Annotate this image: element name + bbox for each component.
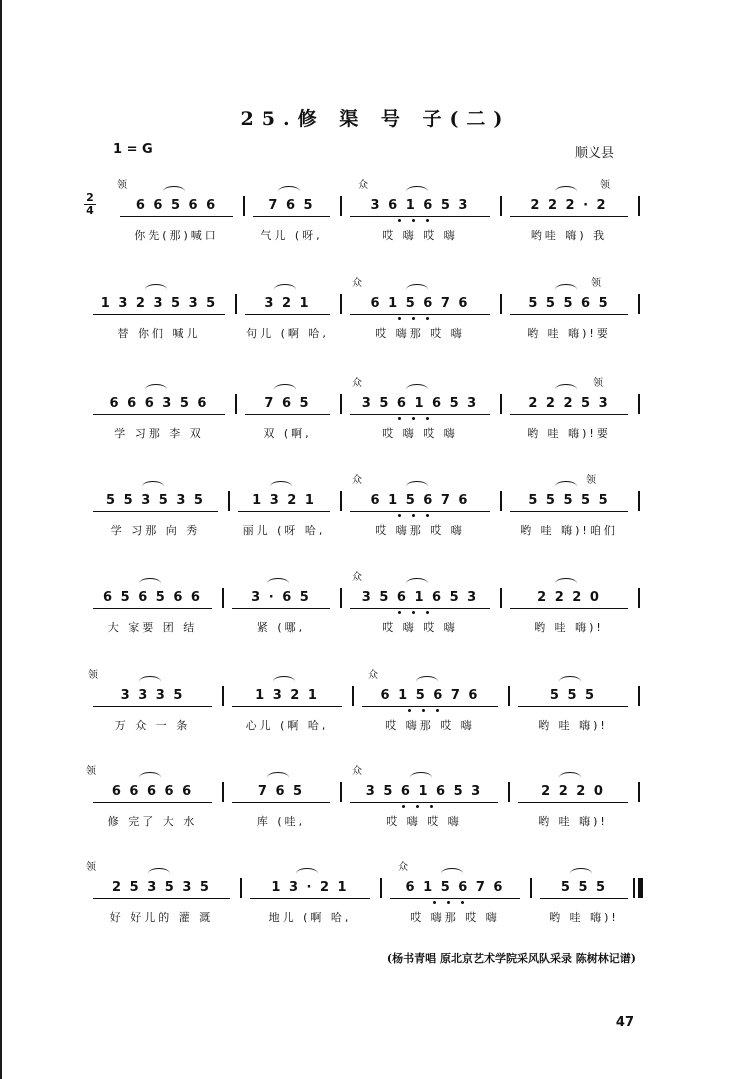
barline bbox=[638, 491, 640, 511]
measure-lyrics: 大 家要 团 结 bbox=[107, 621, 198, 634]
slur-mark bbox=[555, 284, 577, 295]
note-beam bbox=[350, 608, 490, 609]
measure-lyrics: 心儿 (啊 哈, bbox=[245, 719, 329, 732]
note-beam bbox=[238, 511, 330, 512]
note-beam bbox=[93, 511, 218, 512]
role-lead-label: 领 bbox=[117, 180, 127, 191]
score-system bbox=[0, 278, 751, 358]
score-system bbox=[0, 475, 751, 555]
note-beam bbox=[93, 898, 230, 899]
measure-notes: 3 5 6 1 6 5 3 bbox=[361, 396, 479, 411]
measure-notes: 6 1 5 6 7 6 bbox=[380, 688, 480, 703]
barline bbox=[228, 491, 230, 511]
measure-lyrics: 好 好儿的 灌 溉 bbox=[109, 911, 214, 924]
measure-notes: 2 2 2 0 bbox=[541, 784, 605, 799]
measure-notes: 1 3 · 2 1 bbox=[271, 880, 349, 895]
barline bbox=[500, 294, 502, 314]
measure-lyrics: 丽儿 (呀 哈, bbox=[242, 524, 326, 537]
slur-mark bbox=[559, 676, 581, 687]
measure-lyrics: 哟 哇 嗨)! bbox=[538, 815, 608, 828]
note-beam bbox=[250, 898, 370, 899]
measure-notes: 5 5 5 bbox=[549, 688, 597, 703]
note-beam bbox=[93, 608, 212, 609]
note-beam bbox=[93, 802, 212, 803]
measure-notes: 3 2 1 bbox=[264, 296, 311, 311]
slur-mark bbox=[441, 868, 463, 879]
measure-notes: 5 5 5 5 5 bbox=[528, 493, 610, 508]
barline bbox=[235, 394, 237, 414]
octave-dot bbox=[398, 611, 401, 614]
measure-lyrics: 双 (啊, bbox=[263, 427, 312, 440]
octave-dot bbox=[426, 514, 429, 517]
note-beam bbox=[510, 314, 628, 315]
measure-lyrics: 哎 嗨 哎 嗨 bbox=[386, 815, 462, 828]
octave-dot bbox=[433, 901, 436, 904]
role-chorus-label: 众 bbox=[352, 378, 362, 389]
note-beam bbox=[93, 706, 212, 707]
measure-lyrics: 紧 (哪, bbox=[256, 621, 306, 634]
score-system bbox=[0, 180, 751, 260]
slur-mark bbox=[139, 676, 161, 687]
octave-dot bbox=[398, 514, 401, 517]
slur-mark bbox=[555, 578, 577, 589]
measure-notes: 6 1 5 6 7 6 bbox=[370, 493, 470, 508]
measure-notes: 6 5 6 5 6 6 bbox=[103, 590, 202, 605]
slur-mark bbox=[274, 384, 296, 395]
final-barline bbox=[638, 878, 643, 898]
measure-notes: 6 1 5 6 7 6 bbox=[405, 880, 505, 895]
note-beam bbox=[93, 414, 225, 415]
slur-mark bbox=[139, 578, 161, 589]
measure-lyrics: 哎 嗨那 哎 嗨 bbox=[410, 911, 500, 924]
barline bbox=[638, 394, 640, 414]
measure-notes: 1 3 2 1 bbox=[252, 493, 316, 508]
note-beam bbox=[518, 706, 628, 707]
slur-mark bbox=[296, 868, 318, 879]
role-chorus-label: 众 bbox=[368, 670, 378, 681]
time-signature bbox=[84, 192, 96, 217]
measure-lyrics: 你先(那)喊口 bbox=[134, 229, 219, 242]
barline bbox=[638, 686, 640, 706]
role-lead-label: 领 bbox=[591, 278, 601, 289]
octave-dot bbox=[408, 709, 411, 712]
barline bbox=[340, 294, 342, 314]
barline bbox=[352, 686, 354, 706]
measure-lyrics: 哎 嗨 哎 嗨 bbox=[382, 229, 458, 242]
slur-mark bbox=[267, 578, 289, 589]
key-signature: 1 = G bbox=[113, 142, 153, 157]
slur-mark bbox=[145, 384, 167, 395]
barline bbox=[235, 294, 237, 314]
note-beam bbox=[540, 898, 628, 899]
barline bbox=[508, 686, 510, 706]
role-chorus-label: 众 bbox=[352, 766, 362, 777]
slur-mark bbox=[270, 481, 292, 492]
measure-notes: 3 6 1 6 5 3 bbox=[370, 198, 470, 213]
slur-mark bbox=[163, 186, 185, 197]
note-beam bbox=[350, 216, 490, 217]
role-chorus-label: 众 bbox=[352, 572, 362, 583]
note-beam bbox=[232, 802, 330, 803]
note-beam bbox=[350, 511, 490, 512]
measure-notes: 7 6 5 bbox=[268, 198, 315, 213]
note-beam bbox=[362, 706, 498, 707]
note-beam bbox=[350, 314, 490, 315]
measure-lyrics: 句儿 (啊 哈, bbox=[246, 327, 329, 340]
role-lead-label: 领 bbox=[86, 862, 96, 873]
barline bbox=[222, 686, 224, 706]
octave-dot bbox=[436, 709, 439, 712]
barline bbox=[240, 878, 242, 898]
measure-notes: 1 3 2 3 5 3 5 bbox=[100, 296, 218, 311]
measure-lyrics: 学 习那 李 双 bbox=[114, 427, 204, 440]
role-chorus-label: 众 bbox=[358, 180, 368, 191]
measure-lyrics: 哟 哇 嗨)! bbox=[538, 719, 608, 732]
note-beam bbox=[93, 314, 225, 315]
measure-lyrics: 学 习那 向 秀 bbox=[110, 524, 201, 537]
measure-notes: 2 2 2 5 3 bbox=[528, 396, 610, 411]
octave-dot bbox=[398, 417, 401, 420]
slur-mark bbox=[406, 481, 428, 492]
measure-lyrics: 哎 嗨那 哎 嗨 bbox=[385, 719, 475, 732]
note-beam bbox=[253, 216, 330, 217]
barline bbox=[222, 782, 224, 802]
slur-mark bbox=[406, 578, 428, 589]
role-lead-label: 领 bbox=[586, 475, 596, 486]
measure-lyrics: 哟 哇 嗨)!咱们 bbox=[520, 524, 618, 537]
slur-mark bbox=[145, 284, 167, 295]
measure-lyrics: 哎 嗨那 哎 嗨 bbox=[375, 327, 465, 340]
region-label: 顺义县 bbox=[574, 146, 614, 161]
note-beam bbox=[510, 216, 628, 217]
octave-dot bbox=[447, 901, 450, 904]
score-system bbox=[0, 670, 751, 750]
measure-notes: 2 2 2 0 bbox=[537, 590, 601, 605]
slur-mark bbox=[555, 481, 577, 492]
slur-mark bbox=[555, 384, 577, 395]
barline bbox=[340, 491, 342, 511]
role-lead-label: 领 bbox=[88, 670, 98, 681]
time-signature-top: 2 bbox=[84, 192, 96, 205]
measure-lyrics: 库 (哇, bbox=[256, 815, 306, 828]
barline bbox=[380, 878, 382, 898]
octave-dot bbox=[416, 805, 419, 808]
slur-mark bbox=[406, 384, 428, 395]
role-lead-label: 领 bbox=[600, 180, 610, 191]
octave-dot bbox=[402, 805, 405, 808]
slur-mark bbox=[416, 676, 438, 687]
measure-notes: 7 6 5 bbox=[257, 784, 305, 799]
octave-dot bbox=[426, 417, 429, 420]
slur-mark bbox=[274, 284, 296, 295]
barline bbox=[340, 588, 342, 608]
barline bbox=[638, 196, 640, 216]
barline bbox=[340, 782, 342, 802]
octave-dot bbox=[461, 901, 464, 904]
octave-dot bbox=[426, 317, 429, 320]
role-chorus-label: 众 bbox=[352, 278, 362, 289]
score-system bbox=[0, 862, 751, 942]
octave-dot bbox=[412, 514, 415, 517]
octave-dot bbox=[398, 219, 401, 222]
measure-notes: 6 6 6 3 5 6 bbox=[109, 396, 209, 411]
slur-mark bbox=[139, 772, 161, 783]
measure-lyrics: 哎 嗨那 哎 嗨 bbox=[375, 524, 465, 537]
barline bbox=[340, 394, 342, 414]
note-beam bbox=[390, 898, 520, 899]
measure-lyrics: 修 完了 大 水 bbox=[107, 815, 198, 828]
note-beam bbox=[518, 802, 628, 803]
note-beam bbox=[510, 414, 628, 415]
measure-notes: 2 2 2 · 2 bbox=[530, 198, 608, 213]
slur-mark bbox=[148, 868, 170, 879]
score-system bbox=[0, 378, 751, 458]
song-title: 25.修 渠 号 子(二) bbox=[240, 108, 511, 130]
barline bbox=[500, 196, 502, 216]
slur-mark bbox=[278, 186, 300, 197]
octave-dot bbox=[412, 317, 415, 320]
octave-dot bbox=[430, 805, 433, 808]
barline bbox=[500, 394, 502, 414]
barline bbox=[638, 294, 640, 314]
measure-lyrics: 哎 嗨 哎 嗨 bbox=[382, 621, 458, 634]
note-beam bbox=[350, 414, 490, 415]
barline bbox=[500, 588, 502, 608]
measure-notes: 6 6 5 6 6 bbox=[135, 198, 218, 213]
note-beam bbox=[245, 314, 330, 315]
measure-notes: 3 3 3 5 bbox=[120, 688, 185, 703]
measure-lyrics: 哟哇 嗨) 我 bbox=[530, 229, 608, 242]
slur-mark bbox=[273, 676, 295, 687]
octave-dot bbox=[422, 709, 425, 712]
role-chorus-label: 众 bbox=[398, 862, 408, 873]
measure-notes: 2 5 3 5 3 5 bbox=[112, 880, 211, 895]
note-beam bbox=[350, 802, 498, 803]
octave-dot bbox=[412, 219, 415, 222]
slur-mark bbox=[570, 868, 592, 879]
note-beam bbox=[510, 608, 628, 609]
octave-dot bbox=[426, 611, 429, 614]
measure-lyrics: 哟 哇 嗨)!要 bbox=[527, 427, 611, 440]
measure-lyrics: 地儿 (啊 哈, bbox=[268, 911, 352, 924]
measure-notes: 5 5 3 5 3 5 bbox=[106, 493, 205, 508]
role-lead-label: 领 bbox=[593, 378, 603, 389]
slur-mark bbox=[267, 772, 289, 783]
note-beam bbox=[245, 414, 330, 415]
measure-notes: 5 5 5 bbox=[560, 880, 608, 895]
measure-notes: 6 6 6 6 6 bbox=[111, 784, 194, 799]
slur-mark bbox=[406, 284, 428, 295]
measure-notes: 3 · 6 5 bbox=[251, 590, 311, 605]
time-signature-bottom: 4 bbox=[86, 204, 94, 217]
note-beam bbox=[120, 216, 233, 217]
note-beam bbox=[510, 511, 628, 512]
note-beam bbox=[232, 608, 330, 609]
measure-lyrics: 万 众 一 条 bbox=[114, 719, 191, 732]
barline bbox=[340, 196, 342, 216]
barline bbox=[530, 878, 532, 898]
slur-mark bbox=[555, 186, 577, 197]
barline bbox=[638, 588, 640, 608]
slur-mark bbox=[559, 772, 581, 783]
barline bbox=[500, 491, 502, 511]
octave-dot bbox=[412, 417, 415, 420]
octave-dot bbox=[412, 611, 415, 614]
octave-dot bbox=[398, 317, 401, 320]
credit-line: (杨书青唱 原北京艺术学院采风队采录 陈树林记谱) bbox=[386, 952, 636, 965]
measure-lyrics: 哟 哇 嗨)! bbox=[549, 911, 619, 924]
barline bbox=[508, 782, 510, 802]
measure-notes: 5 5 5 6 5 bbox=[528, 296, 610, 311]
measure-notes: 7 6 5 bbox=[264, 396, 311, 411]
measure-lyrics: 替 你们 喊儿 bbox=[117, 327, 201, 340]
barline bbox=[222, 588, 224, 608]
page-number: 47 bbox=[615, 1015, 634, 1030]
octave-dot bbox=[426, 219, 429, 222]
measure-notes: 3 5 6 1 6 5 3 bbox=[361, 590, 479, 605]
measure-lyrics: 哟 哇 嗨)!要 bbox=[527, 327, 611, 340]
measure-notes: 1 3 2 1 bbox=[255, 688, 319, 703]
measure-lyrics: 哟 哇 嗨)! bbox=[534, 621, 604, 634]
measure-lyrics: 气儿 (呀, bbox=[260, 229, 323, 242]
barline bbox=[243, 196, 245, 216]
slur-mark bbox=[410, 772, 432, 783]
score-system bbox=[0, 766, 751, 846]
barline bbox=[638, 782, 640, 802]
slur-mark bbox=[406, 186, 428, 197]
measure-notes: 3 5 6 1 6 5 3 bbox=[365, 784, 483, 799]
role-chorus-label: 众 bbox=[352, 475, 362, 486]
slur-mark bbox=[142, 481, 164, 492]
role-lead-label: 领 bbox=[86, 766, 96, 777]
measure-lyrics: 哎 嗨 哎 嗨 bbox=[382, 427, 458, 440]
measure-notes: 6 1 5 6 7 6 bbox=[370, 296, 470, 311]
note-beam bbox=[232, 706, 342, 707]
score-system bbox=[0, 572, 751, 652]
